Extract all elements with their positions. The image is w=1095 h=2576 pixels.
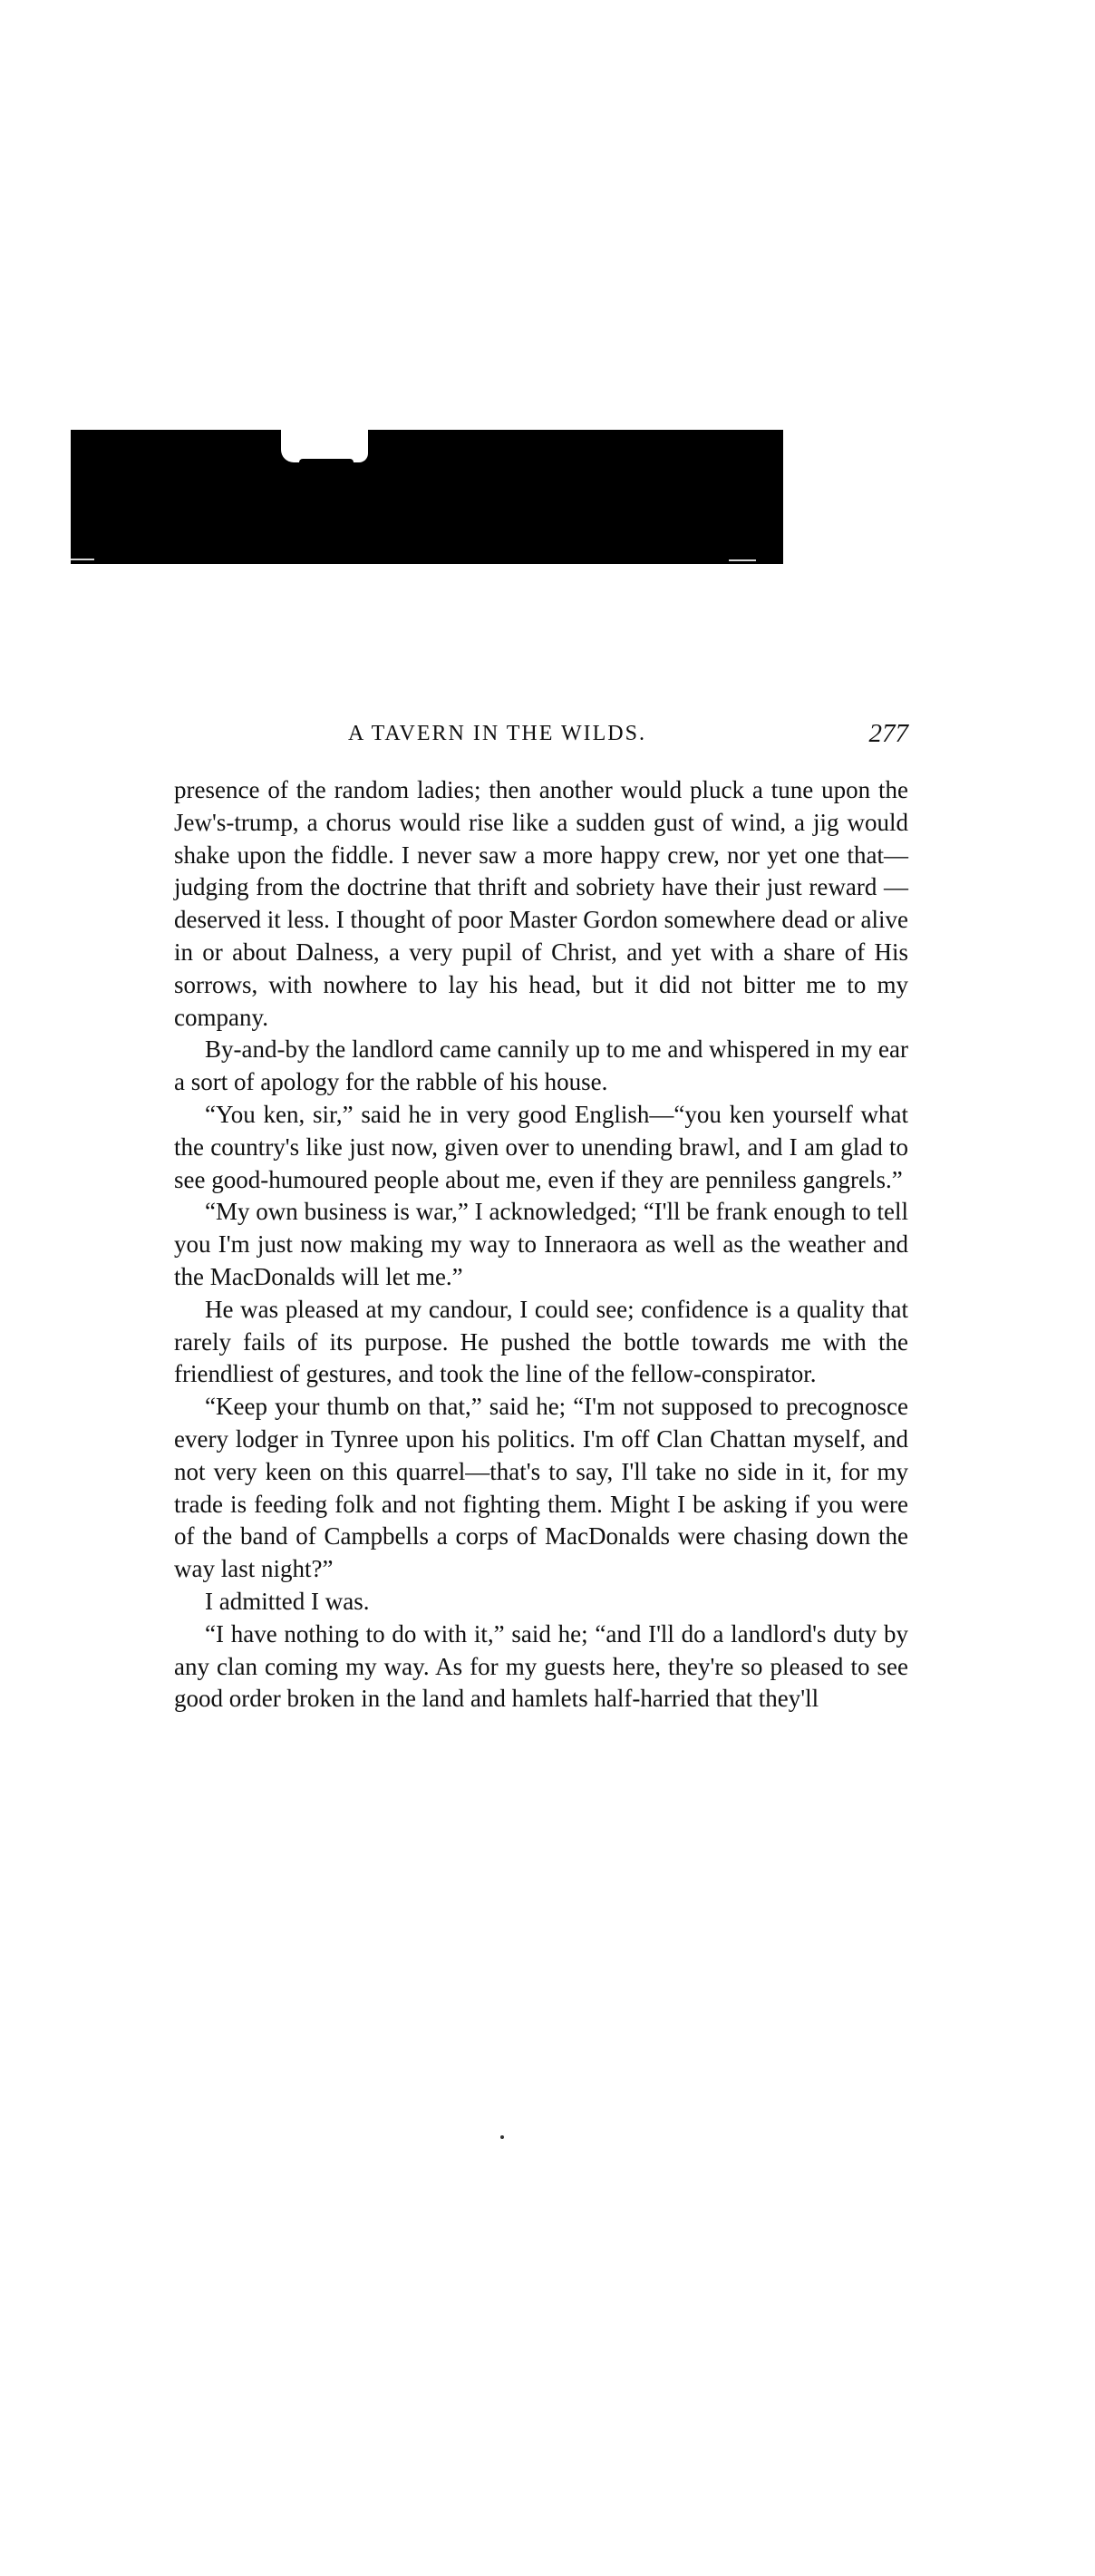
paragraph: presence of the random ladies; then another would pluck a tune upon the Jew's-trump, a chorus would rise like a sudden gust of wind, a jig would shake upon the fiddle. I never saw a more happy crew, nor yet one that—judging from the doctrine that thrift and sobriety have their just reward — deserved it less. I thought of poor Master Gordon somewhere dead or alive in or about Dalness, a very pupil of Christ, and yet with a share of His sorrows, with nowhere to lay his head, but it did not bitter me to my company. (174, 776, 908, 1031)
block-speck (729, 559, 756, 561)
block-speck (71, 559, 94, 560)
page-number: 277 (868, 719, 908, 748)
running-head (174, 717, 908, 750)
paragraph: He was pleased at my candour, I could see; confidence is a quality that rarely fails of its purpose. He pushed the bottle towards me with the friendliest of gestures, and took the line of the fellow-conspirator. (174, 1295, 908, 1388)
running-title: A TAVERN IN THE WILDS. (348, 722, 646, 745)
redaction-block (71, 430, 783, 564)
paragraph: “Keep your thumb on that,” said he; “I'm not supposed to precognosce every lodger in Tynree upon his politics. I'm off Clan Chattan myself, and not very keen on this quarrel—that's to say, I'll take no side in it, for my trade is feeding folk and not fighting them. Might I be asking if you were of the band of Campbells a corps of MacDonalds were chasing down the way last night?” (174, 1393, 908, 1583)
paragraph: By-and-by the landlord came cannily up to me and whispered in my ear a sort of apology for the rabble of his house. (174, 1035, 908, 1096)
block-notch (281, 430, 368, 462)
paragraph: “My own business is war,” I acknowledged; “I'll be frank enough to tell you I'm just now making my way to Inneraora as well as the weather and the MacDonalds will let me.” (174, 1198, 908, 1290)
scan-mark (500, 2135, 504, 2139)
paragraph: I admitted I was. (205, 1587, 370, 1615)
paragraph: “You ken, sir,” said he in very good English—“you ken yourself what the country's like just now, given over to unending brawl, and I am glad to see good-humoured people about me, even if they are penniless gangrels.” (174, 1100, 908, 1193)
page-text (174, 774, 908, 1716)
paragraph: “I have nothing to do with it,” said he; “and I'll do a landlord's duty by any clan coming my way. As for my guests here, they're so pleased to see good order broken in the land and hamlets half-harried that they'll (174, 1619, 908, 1713)
